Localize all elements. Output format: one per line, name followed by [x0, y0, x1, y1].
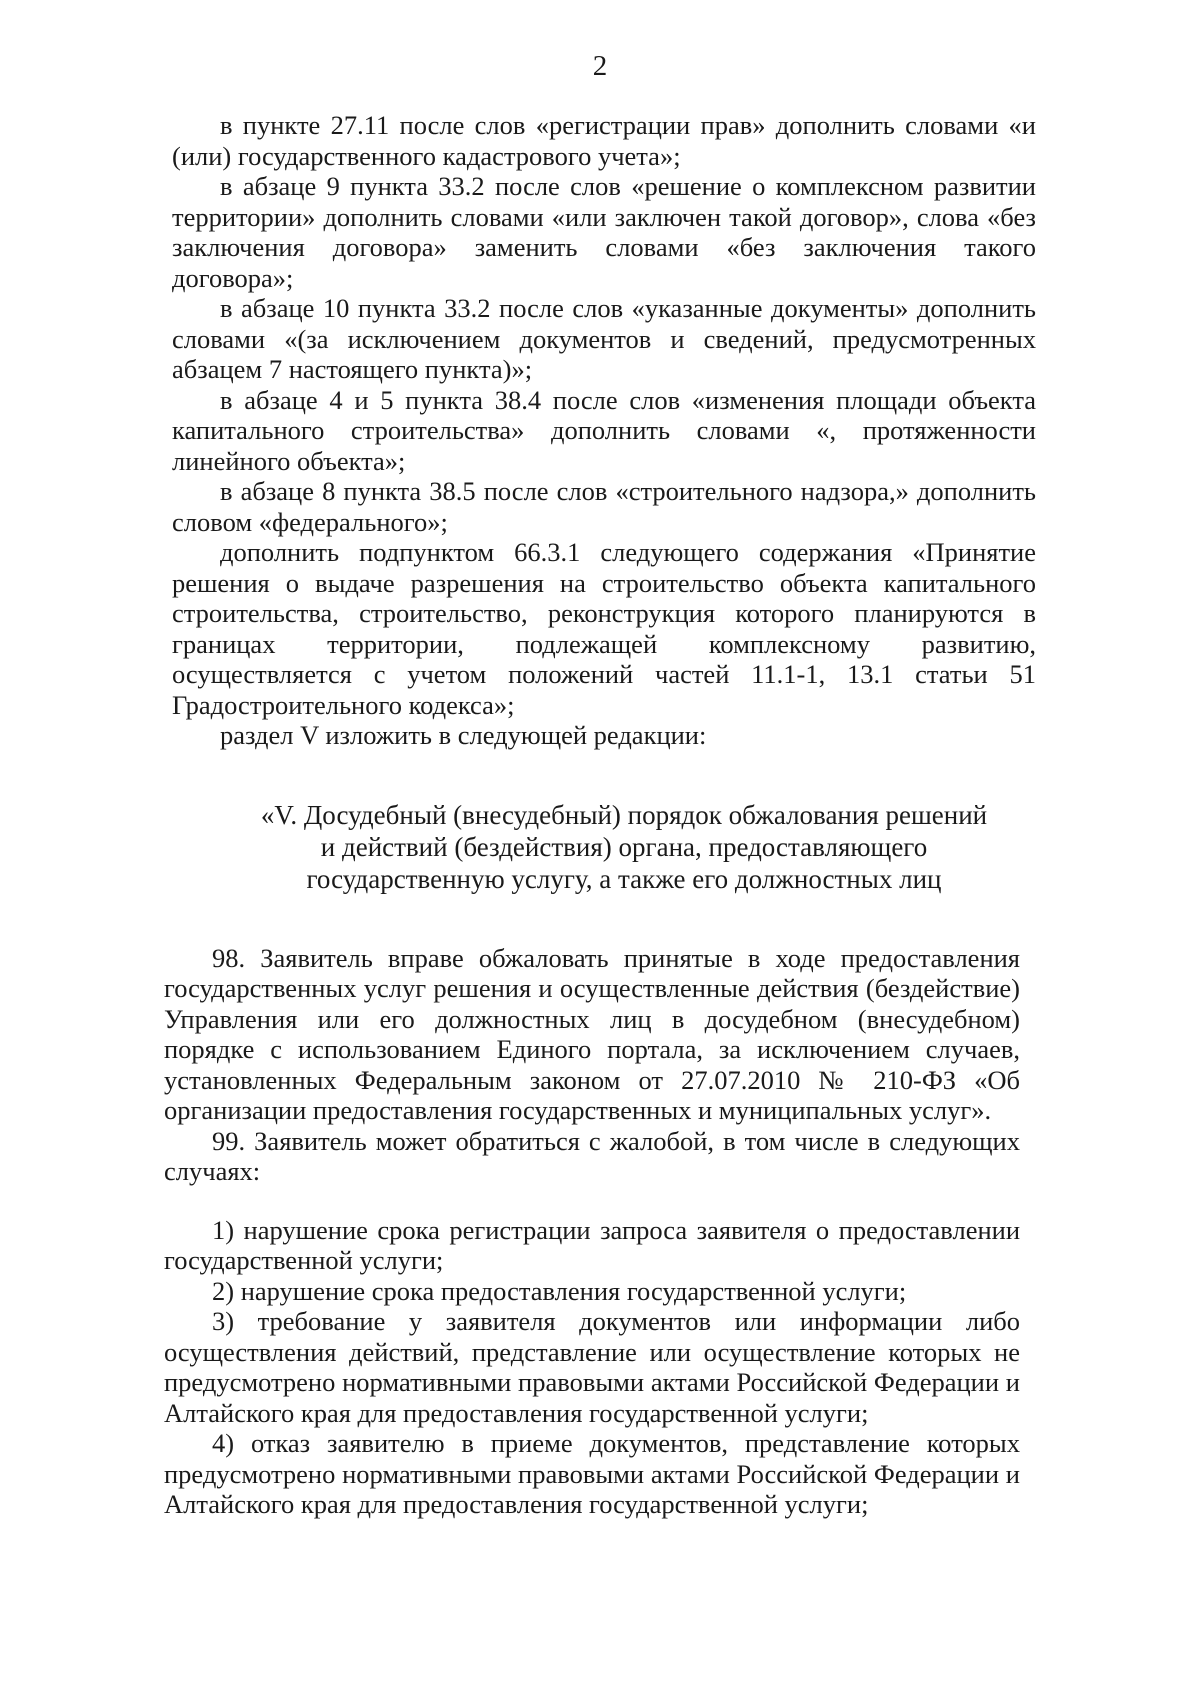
amendment-paragraph: в абзаце 10 пункта 33.2 после слов «указанные документы» дополнить словами «(за исключением документов и сведений, предусмотренных абзацем 7 настоящего пункта)»;: [172, 293, 1036, 384]
amendment-paragraph: в абзаце 4 и 5 пункта 38.4 после слов «изменения площади объекта капитального строительства» дополнить словами «, протяженности линейного объекта»;: [172, 384, 1036, 476]
amendment-paragraph: в абзаце 9 пункта 33.2 после слов «решение о комплексном развитии территории» дополнить словами «или заключен такой договор», слова «без заключения договора» заменить словами «без заключения такого договора»;: [172, 171, 1036, 293]
section-heading-line: государственную услугу, а также его должностных лиц: [306, 863, 942, 894]
case-item: 1) нарушение срока регистрации запроса заявителя о предоставлении государственной услуги;: [164, 1214, 1020, 1275]
case-item: 2) нарушение срока предоставления государственной услуги;: [212, 1275, 907, 1306]
section-body: [164, 942, 1036, 1520]
case-item: 4) отказ заявителю в приеме документов, представление которых предусмотрено нормативными правовыми актами Российской Федерации и Алтайского края для предоставления государственной услуги;: [164, 1428, 1020, 1519]
amendment-paragraph: в пункте 27.11 после слов «регистрации прав» дополнить словами «и (или) государственного кадастрового учета»;: [172, 110, 1036, 171]
section-heading: [172, 799, 1036, 895]
amendments-list: [172, 110, 1036, 751]
case-item: 3) требование у заявителя документов или информации либо осуществления действий, представление или осуществление которых не предусмотрено нормативными правовыми актами Российской Федерации и Алтайского края для предоставления государственной услуги;: [164, 1306, 1020, 1428]
spacer: [172, 1187, 1036, 1215]
section-heading-line: и действий (бездействия) органа, предоставляющего: [320, 831, 928, 862]
amendment-paragraph: раздел V изложить в следующей редакции:: [220, 720, 707, 750]
page-number: 2: [592, 50, 608, 82]
paragraph-99: 99. Заявитель может обратиться с жалобой, в том числе в следующих случаях:: [164, 1125, 1020, 1186]
amendment-paragraph: дополнить подпунктом 66.3.1 следующего содержания «Принятие решения о выдаче разрешения на строительство объекта капитального строительства, строительство, реконструкция которого планируются в границах территории, подлежащей комплексному развитию, осуществляется с учетом положений частей 11.1-1, 13.1 статьи 51 Градостроительного кодекса»;: [172, 537, 1036, 720]
section-heading-line: «V. Досудебный (внесудебный) порядок обжалования решений: [260, 799, 988, 830]
document-body: [164, 110, 1036, 1520]
paragraph-98: 98. Заявитель вправе обжаловать принятые в ходе предоставления государственных услуг решения и осуществленные действия (бездействие) Управления или его должностных лиц в досудебном (внесудебном) порядке с использованием Единого портала, за исключением случаев, установленных Федеральным законом от 27.07.2010 № 210-ФЗ «Об организации предоставления государственных и муниципальных услуг».: [164, 942, 1020, 1125]
amendment-paragraph: в абзаце 8 пункта 38.5 после слов «строительного надзора,» дополнить словом «федерального»;: [172, 476, 1036, 537]
